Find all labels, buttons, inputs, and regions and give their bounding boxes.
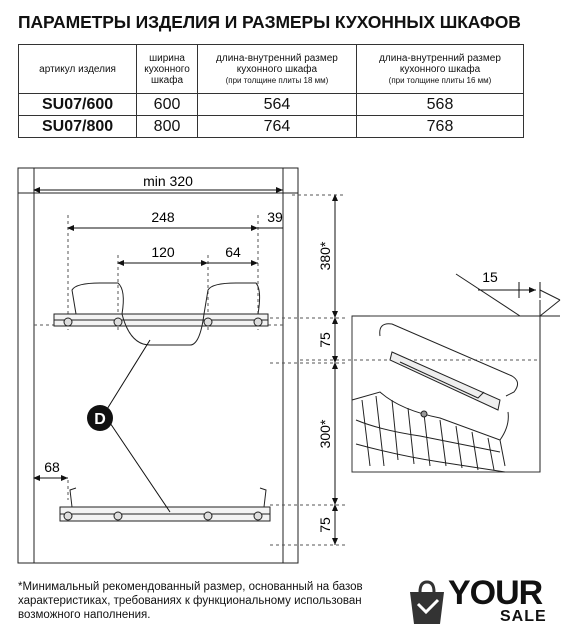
- header-length-16: длина-внутренний размер кухонного шкафа (при толщине плиты 16 мм): [357, 45, 524, 94]
- header-article: артикул изделия: [19, 45, 137, 94]
- cell-length-18: 564: [197, 94, 356, 116]
- callout-d: [87, 340, 170, 512]
- footnote-line: *Минимальный рекомендованный размер, основанный на базов: [18, 581, 363, 593]
- cell-width: 600: [137, 94, 198, 116]
- bag-icon: [404, 578, 450, 626]
- yoursale-logo: [404, 574, 564, 628]
- cell-article: SU07/600: [19, 94, 137, 116]
- detail-cabinet-edge: [456, 274, 560, 472]
- footnote: [18, 580, 390, 622]
- cell-length-18: 764: [197, 116, 356, 138]
- footnote-line: возможного наполнения.: [18, 609, 151, 621]
- cell-width: 800: [137, 116, 198, 138]
- dim-64: [208, 244, 258, 263]
- svg-text:300*: 300*: [317, 419, 333, 449]
- svg-text:75: 75: [317, 332, 333, 348]
- footnote-line: характеристиках, требованиях к функциональному использован: [18, 595, 362, 607]
- dim-15: [478, 269, 540, 298]
- svg-text:min 320: min 320: [143, 173, 193, 189]
- cell-length-16: 568: [357, 94, 524, 116]
- dim-min-width: [34, 173, 283, 190]
- svg-text:248: 248: [151, 209, 175, 225]
- dim-300: [317, 363, 335, 505]
- dim-248: [68, 209, 258, 228]
- header-width: ширина кухонного шкафа: [137, 45, 198, 94]
- svg-text:39: 39: [267, 209, 283, 225]
- svg-text:D: D: [94, 411, 106, 428]
- dim-68: [34, 459, 68, 478]
- svg-text:75: 75: [317, 517, 333, 533]
- svg-text:64: 64: [225, 244, 241, 260]
- dim-75-top: [317, 318, 335, 363]
- guide-lines: [34, 195, 540, 545]
- header-length-18: длина-внутренний размер кухонного шкафа (при толщине плиты 18 мм): [197, 45, 356, 94]
- svg-text:68: 68: [44, 459, 60, 475]
- svg-text:380*: 380*: [317, 241, 333, 271]
- dim-120: [118, 244, 208, 263]
- dim-39: [258, 209, 283, 228]
- dim-75-bottom: [317, 505, 335, 545]
- logo-word-your: YOUR: [448, 574, 543, 612]
- svg-text:15: 15: [482, 269, 498, 285]
- detail-view: [352, 300, 560, 472]
- svg-text:120: 120: [151, 244, 175, 260]
- cabinet-outline: [18, 168, 298, 563]
- logo-word-sale: SALE: [500, 608, 547, 625]
- dim-380: [317, 195, 335, 318]
- top-basket-rail: [54, 283, 268, 345]
- cell-article: SU07/800: [19, 116, 137, 138]
- cell-length-16: 768: [357, 116, 524, 138]
- page-title: ПАРАМЕТРЫ ИЗДЕЛИЯ И РАЗМЕРЫ КУХОННЫХ ШКАФОВ: [18, 12, 521, 32]
